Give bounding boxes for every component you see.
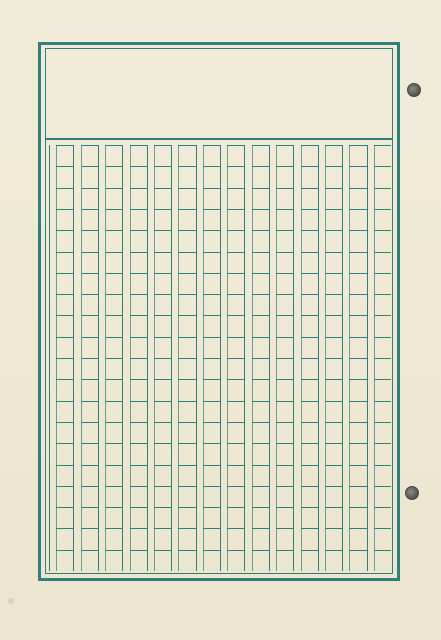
manuscript-column-7 — [227, 147, 244, 569]
manuscript-column-3 — [325, 147, 342, 569]
manuscript-column-2 — [349, 147, 366, 569]
manuscript-column-1 — [374, 147, 391, 569]
header-box — [45, 48, 393, 140]
manuscript-column-10 — [154, 147, 171, 569]
manuscript-column-12 — [105, 147, 122, 569]
manuscript-column-9 — [178, 147, 195, 569]
manuscript-column-4 — [301, 147, 318, 569]
manuscript-column-14 — [56, 147, 73, 569]
manuscript-column-13 — [81, 147, 98, 569]
binding-hole-top — [407, 83, 421, 97]
margin-spot — [8, 598, 14, 604]
binding-hole-bottom — [405, 486, 419, 500]
manuscript-column-5 — [276, 147, 293, 569]
manuscript-column-8 — [203, 147, 220, 569]
manuscript-column-6 — [252, 147, 269, 569]
manuscript-column-11 — [130, 147, 147, 569]
